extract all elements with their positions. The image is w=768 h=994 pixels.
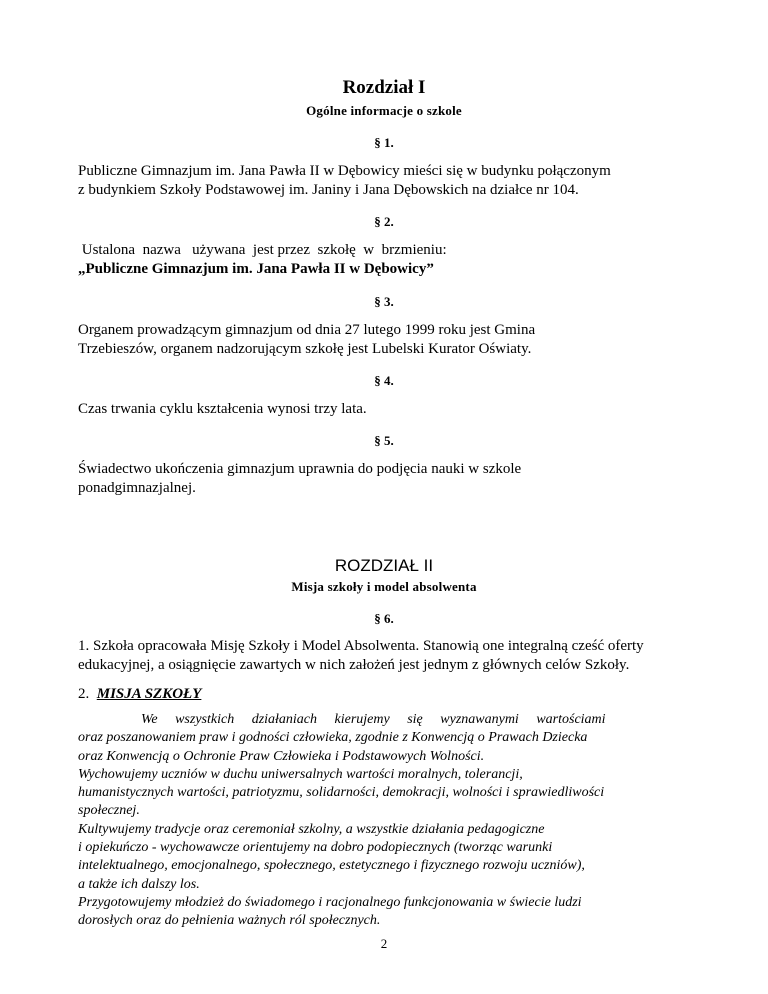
mission-line-5: humanistycznych wartości, patriotyzmu, solidarności, demokracji, wolności i sprawiedliwości: [78, 785, 605, 801]
mission-line-2: oraz poszanowaniem praw i godności człowieka, zgodnie z Konwencją o Prawach Dziecka: [78, 730, 588, 746]
section-6-mark: § 6.: [374, 611, 394, 626]
section-3-text: [78, 321, 690, 359]
chapter-1-title: Rozdział I: [342, 77, 426, 98]
section-3-line-2: Trzebieszów, organem nadzorującym szkołę jest Lubelski Kurator Oświaty.: [78, 341, 532, 357]
mission-line-3: oraz Konwencją o Ochronie Praw Człowieka i Podstawowych Wolności.: [78, 748, 485, 764]
section-1-line-2: z budynkiem Szkoły Podstawowej im. Janiny i Jana Dębowskich na działce nr 104.: [78, 182, 579, 198]
mission-line-12: dorosłych oraz do pełnienia ważnych ról społecznych.: [78, 913, 381, 929]
mission-line-8: i opiekuńczo - wychowawcze orientujemy na dobro podopiecznych (tworząc warunki: [78, 840, 553, 856]
section-5-text: [78, 460, 690, 498]
section-4-line-1: Czas trwania cyklu kształcenia wynosi trzy lata.: [78, 401, 367, 417]
point-1-line-2: edukacyjnej, a osiągnięcie zawartych w nich założeń jest jednym z głównych celów Szkoły.: [78, 657, 630, 673]
section-6-point-1: [78, 637, 690, 675]
chapter-2-title: ROZDZIAŁ II: [334, 556, 434, 575]
mission-line-11: Przygotowujemy młodzież do świadomego i racjonalnego funkcjonowania w świecie ludzi: [78, 894, 582, 910]
page-number: 2: [380, 936, 388, 951]
mission-line-7: Kultywujemy tradycje oraz ceremoniał szkolny, a wszystkie działania pedagogiczne: [78, 821, 545, 837]
section-5-mark: § 5.: [374, 433, 394, 448]
mission-line-4: Wychowujemy uczniów w duchu uniwersalnych wartości moralnych, tolerancji,: [78, 766, 523, 782]
section-1-mark: § 1.: [374, 135, 394, 150]
section-4-mark: § 4.: [374, 373, 394, 388]
section-2-mark: § 2.: [374, 214, 394, 229]
section-1-line-1: Publiczne Gimnazjum im. Jana Pawła II w Dębowicy mieści się w budynku połączonym: [78, 163, 611, 179]
mission-text: [78, 711, 690, 931]
section-1-text: [78, 162, 690, 200]
point-1-line-1: 1. Szkoła opracowała Misję Szkoły i Model Absolwenta. Stanowią one integralną cześć oferty: [78, 638, 644, 654]
section-5-line-1: Świadectwo ukończenia gimnazjum uprawnia do podjęcia nauki w szkole: [78, 461, 522, 477]
section-3-line-1: Organem prowadzącym gimnazjum od dnia 27 lutego 1999 roku jest Gmina: [78, 322, 536, 338]
section-4-text: [78, 400, 690, 419]
chapter-1-subtitle: Ogólne informacje o szkole: [306, 103, 462, 118]
section-3-mark: § 3.: [374, 294, 394, 309]
mission-line-10: a także ich dalszy los.: [78, 876, 200, 892]
chapter-2-subtitle: Misja szkoły i model absolwenta: [291, 579, 477, 594]
mission-line-6: społecznej.: [78, 803, 140, 819]
mission-heading: MISJA SZKOŁY: [96, 686, 202, 702]
point-2-number: 2.: [78, 686, 90, 702]
mission-line-1: We wszystkich działaniach kierujemy się wyznawanymi wartościami: [141, 712, 606, 727]
mission-line-9: intelektualnego, emocjonalnego, społecznego, estetycznego i fizycznego rozwoju uczniów),: [78, 858, 585, 874]
section-2-text: [78, 241, 690, 279]
section-2-line-1: Ustalona nazwa używana jest przez szkołę w brzmieniu:: [78, 242, 447, 258]
section-6-point-2-heading: [78, 685, 690, 704]
school-official-name: „Publiczne Gimnazjum im. Jana Pawła II w Dębowicy”: [78, 261, 434, 277]
section-5-line-2: ponadgimnazjalnej.: [78, 480, 196, 496]
